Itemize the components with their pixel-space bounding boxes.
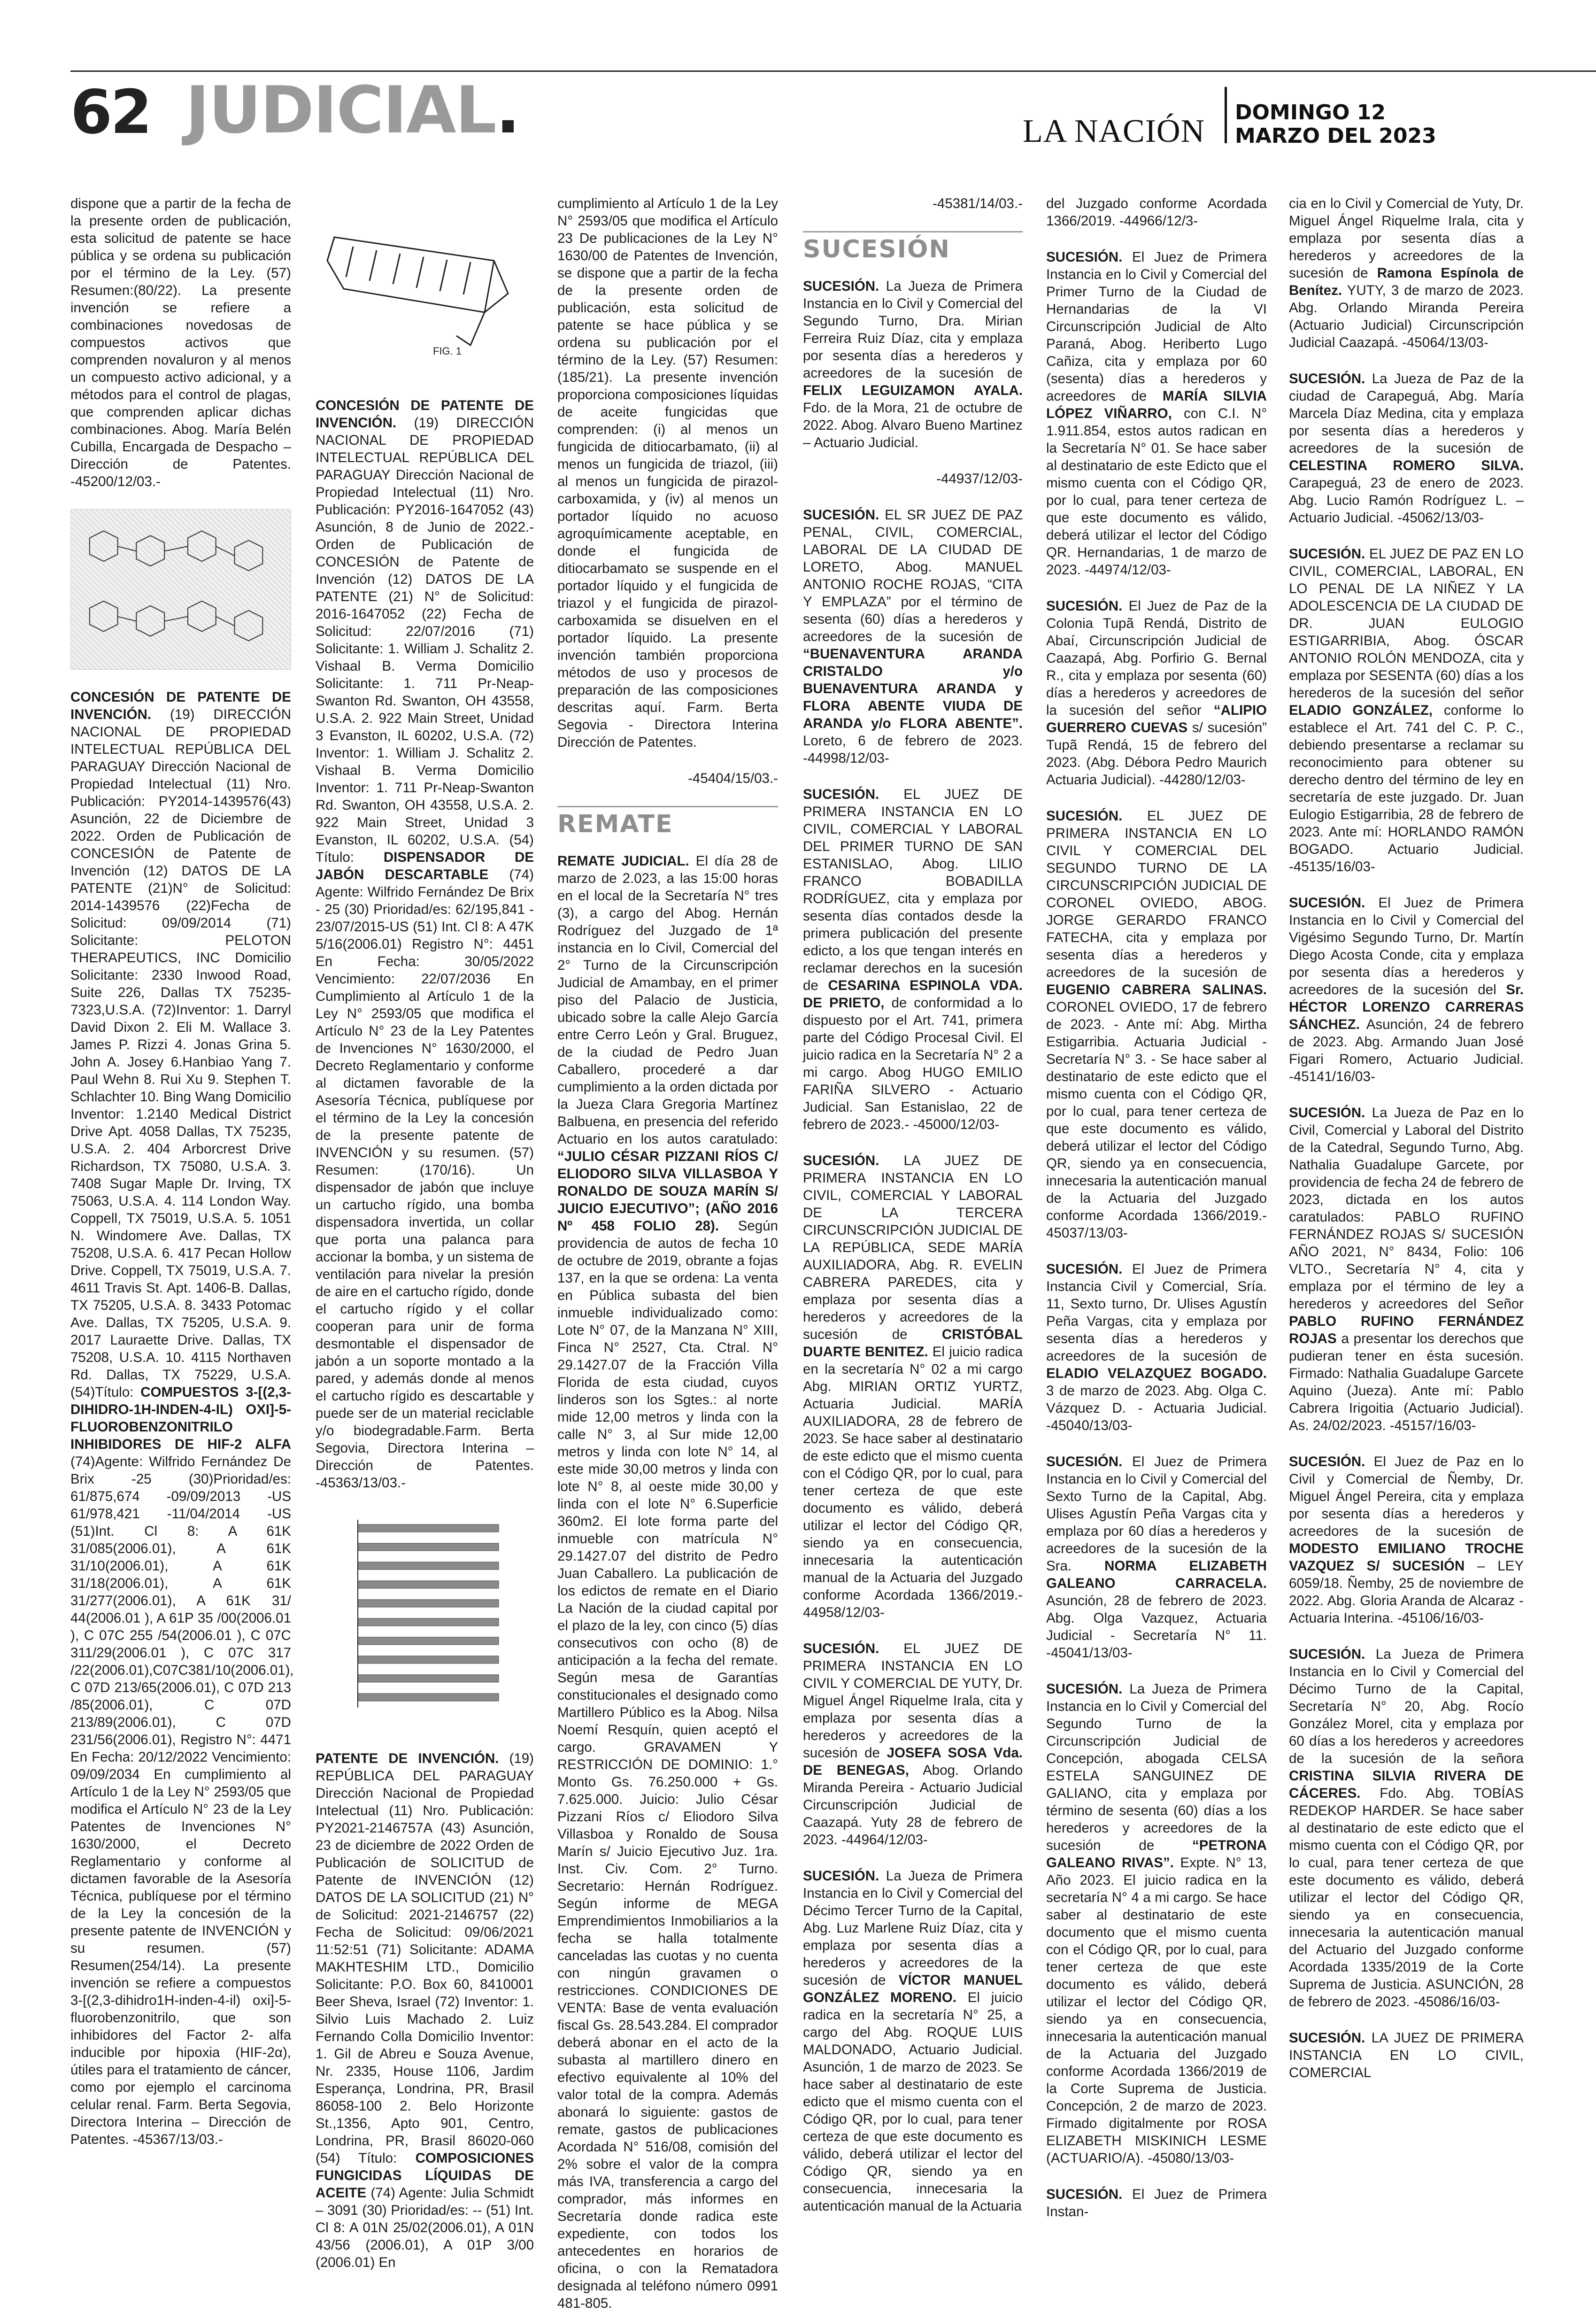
notice-heading: CONCESIÓN DE PATENTE DE INVENCIÓN. [316,398,534,431]
notice-heading: SUCESIÓN. [803,1153,879,1168]
notice-body: El Juez de Primera Instancia en lo Civil y Comercial del Sexto Turno de la Capital, Abg. Ulises Agustín Peña Vargas cita y emplaza por 60 días a herederos y acreedores de la sucesión de la Sra. [1046,1454,1267,1574]
notice-heading: SUCESIÓN. [1046,1681,1123,1697]
notice-bold: Sr. HÉCTOR LORENZO CARRERAS SÁNCHEZ. [1289,982,1524,1032]
column-3 [557,195,778,2311]
notice-body: (19) DIRECCIÓN NACIONAL DE PROPIEDAD INTELECTUAL REPÚBLICA DEL PARAGUAY Dirección Nacional de Propiedad Intelectual (11) Nro. Publicación: PY2014-1439576(43) Asunción, 22 de Diciembre de 2022. Orden de Publicación de CONCESIÓN de Patente de Invención (12) DATOS DE LA PATENTE (21)N° de Solicitud: 2014-1439576 (22)Fecha de Solicitud: 09/09/2014 (71) Solicitante: PELOTON THERAPEUTICS, INC Domicilio Solicitante: 2330 Inwood Road, Suite 226, Dallas TX 75235-7323,U.S.A. (72)Inventor: 1. Darryl David Dixon 2. Eli M. Wallace 3. James P. Rizzi 4. Jonas Grina 5. John A. Josey 6.Hanbiao Yang 7. Paul Wehn 8. Rui Xu 9. Stephen T. Schlachter 10. Bing Wang Domicilio Inventor: 1.2140 Medical District Drive Apt. 4058 Dallas, TX 75235, U.S.A. 2. 404 Arborcrest Drive Richardson, TX 75080, U.S.A. 3. 7408 Sugar Maple Dr. Irving, TX 75063, U.S.A. 4. 114 London Way. Coppell, TX 75019, U.S.A. 5. 1051 N. Windomere Ave. Dallas, TX 75208, U.S.A. 6. 417 Pecan Hollow Drive. Coppell, TX 75019, U.S.A. 7. 4611 Travis St. Apt. 1406-B. Dallas, TX 75205, U.S.A. 8. 3433 Potomac Ave. Dallas, TX 75205, U.S.A. 9. 2017 Lauraette Drive. Dallas, TX 75208, U.S.A. 10. 4115 Northaven Rd. Dallas, TX 75229, U.S.A. (54)Título: [70,707,291,1400]
soap-dispenser-figure [316,195,534,378]
notice-reference: -44937/12/03- [936,471,1023,487]
notice-heading: SUCESIÓN. [803,1868,879,1884]
notice-heading: SUCESIÓN. [1289,1105,1365,1121]
notice-body: cia en lo Civil y Comercial de Yuty, Dr. Miguel Ángel Riquelme Irala, cita y emplaza por sesenta días a herederos y acreedores de la sucesión de [1289,196,1524,281]
notice-bold: “JULIO CÉSAR PIZZANI RÍOS C/ ELIODORO SILVA VILLASBOA Y RONALDO DE SOUZA MARÍN S/ JUICIO EJECUTIVO”; (AÑO 2016 Nº 458 FOLIO 28). [557,1149,778,1234]
succession-notice [1289,195,1524,351]
notice-body: El día 28 de marzo de 2.023, a las 15:00 horas en el local de la Secretaría N° tres (3), a cargo del Abog. Hernán Rodríguez del Juzgado de 1ª instancia en lo Civil, Comercial del 2° Turno de la Circunscripción Judicial de Amambay, en el primer piso del Palacio de Justicia, ubicado sobre la calle Alejo García entre Cerro León y Gral. Bruguez, de la ciudad de Pedro Juan Caballero, procederé a dar cumplimiento a la orden dictada por la Jueza Clara Gregoria Martínez Balbuena, en presencia del referido Actuario en los autos caratulado: [557,853,778,1147]
notice-bold: JOSEFA SOSA Vda. DE BENEGAS, [803,1745,1023,1778]
notice-body-rest: CORONEL OVIEDO, 17 de febrero de 2023. - Ante mí: Abg. Mirtha Estigarribia. Actuaria Judicial - Secretaría N° 3. - Se hace saber al destinatario de este edicto que el mismo cuenta con el Código QR, por lo cual, para tener certeza de que este documento es válido, deberá utilizar el lector del Código QR, siendo ya en consecuencia, innecesaria la autenticación manual de la Actuaria del Juzgado conforme Acordada 1366/2019.- 45037/13/03- [1046,999,1267,1241]
notice-reference: -45381/14/03.- [933,196,1023,211]
succession-notice [1046,1453,1267,1662]
succession-notice [803,278,1023,451]
notice-body-rest: con C.I. N° 1.911.854, estos autos radican en la Secretaría N° 01. Se hace saber al destinatario de este Edicto que el mismo cuenta con el Código QR, por lo cual, para tener certeza de que este documento es válido, deberá utilizar el lector del Código QR. Hernandarias, 1 de marzo de 2023. -44974/12/03- [1046,406,1267,578]
category-heading-sucesion: SUCESIÓN [803,231,1023,263]
notice-body-rest: Asunción, 24 de febrero de 2023. Abg. Armando Juan José Figari Romero, Actuario Judicial. -45141/16/03- [1289,1017,1524,1084]
section-name: JUDICIAL [185,72,496,148]
notice-body-rest: El juicio radica en la secretaría N° 02 a mi cargo Abg. MIRIAN ORTIZ YURTZ, Actuaria Judicial. MARÍA AUXILIADORA, 28 de febrero de 2023. Se hace saber al destinatario de este edicto que el mismo cuenta con el Código QR, por lo cual, para tener certeza de que este documento es válido, deberá utilizar el lector del Código QR, siendo ya en consecuencia, innecesaria la autenticación manual de la Actuaria del Juzgado conforme Acordada 1366/2019.- 44958/12/03- [803,1344,1023,1620]
notice-heading: SUCESIÓN. [1046,2187,1123,2202]
notice-body-rest: Fdo. Abg. TOBÍAS REDEKOP HARDER. Se hace saber al destinatario de este edicto que el mismo cuenta con el Código QR, por lo cual, para tener certeza de que este documento es válido, deberá utilizar el lector del Código QR, siendo ya en consecuencia, innecesaria la autenticación manual del Actuario del Juzgado conforme Acordada 1335/2019 de la Corte Suprema de Justicia. ASUNCIÓN, 28 de febrero de 2023. -45086/16/03- [1289,1786,1524,2010]
patent-concession-notice [70,688,294,2148]
notice-body: El Juez de Paz de la Colonia Tupã Rendá, Distrito de Abaí, Circunscripción Judicial de Caazapá, Abg. Porfirio G. Bernal R., cita y emplaza por sesenta (60) días a herederos y acreedores de la sucesión del señor [1046,598,1267,718]
column-6 [1289,195,1524,2080]
notice-heading: PATENTE DE INVENCIÓN. [316,1751,499,1766]
notice-bold: CESARINA ESPINOLA VDA. DE PRIETO, [803,978,1023,1011]
notice-body: La Jueza de Paz de la ciudad de Carapeguá, Abg. María Marcela Díaz Medina, cita y emplaza por sesenta días a herederos y acreedores de la sucesión de [1289,371,1524,456]
notice-heading: SUCESIÓN. [803,278,879,294]
notice-body-rest: de conformidad a lo dispuesto por el Art. 741, primera parte del Código Procesal Civil. El juicio radica en la Secretaría N° 2 a mi cargo. Abog HUGO EMILIO FARIÑA SILVERO - Actuario Judicial. San Estanislao, 22 de febrero de 2023.- -45000/12/03- [803,995,1023,1132]
succession-notice [1046,807,1267,1242]
notice-bold: NORMA ELIZABETH GALEANO CARRACELA. [1046,1558,1267,1591]
notice-heading: SUCESIÓN. [1046,1454,1123,1469]
succession-notice [1046,1680,1267,2167]
issue-date-line1: DOMINGO 12 [1235,101,1386,124]
soap-dispenser-drawing [316,195,534,378]
notice-body-rest: conforme lo establece el Art. 741 del C. P. C., debiendo presentarse a reclamar su reconocimiento para obtener su derecho dentro del término de ley en secretaría de este juzgado. Dr. Juan Eulogio Estigarribia, 28 de febrero de 2023. Ante mí: HORLANDO RAMÓN BOGADO. Actuario Judicial. -45135/16/03- [1289,703,1524,874]
notice-body: El Juez de Paz en lo Civil y Comercial de Ñemby, Dr. Miguel Ángel Pereira, cita y emplaza por sesenta días a herederos y acreedores de la sucesión de [1289,1454,1524,1539]
notice-heading: SUCESIÓN. [1046,808,1123,824]
notice-body: La Jueza de Paz en lo Civil, Comercial y Laboral del Distrito de la Catedral, Segundo Turno, Abg. Nathalia Guadalupe Garcete, por providencia de fecha 24 de febrero de 2023, dictada en los autos caratulados: PABLO RUFINO FERNÁNDEZ ROJAS S/ SUCESIÓN AÑO 2021, N° 8434, Folio: 106 VLTO., Secretaría N° 4, cita y emplaza por el término de ley a herederos y acreedores del Señor [1289,1105,1524,1312]
notice-heading: SUCESIÓN. [1289,1454,1365,1469]
succession-notice [1289,1104,1524,1434]
notice-body: LA JUEZ DE PRIMERA INSTANCIA EN LO CIVIL, COMERCIAL [1289,2030,1524,2080]
notice-heading: SUCESIÓN. [803,1641,879,1656]
patent-concession-notice [316,397,534,1492]
notice-body-rest: Fdo. de la Mora, 21 de octubre de 2022. Abog. Alvaro Bueno Martinez – Actuario Judicial. [803,400,1023,450]
column-4 [803,195,1023,2214]
notice-bold: CRISTÓBAL DUARTE BENITEZ. [803,1327,1023,1360]
notice-heading: SUCESIÓN. [1046,1261,1123,1277]
top-rule [70,70,1596,72]
notice-bold: MODESTO EMILIANO TROCHE VAZQUEZ S/ SUCESIÓN [1289,1541,1524,1574]
notice-body: El Juez de Primera Instancia en lo Civil y Comercial del Primer Turno de la Ciudad de Hernandarias de la VI Circunscripción Judicial de Alto Paraná, Abog. Heriberto Lugo Cañiza, cita y emplaza por 60 (sesenta) días a herederos y acreedores de [1046,249,1267,404]
notice-body-rest: (74)Agente: Wilfrido Fernández De Brix -25 (30)Prioridad/es: 61/875,674 -09/09/2013 -US 61/978,421 -11/04/2014 -US (51)Int. Cl 8: A 61K 31/085(2006.01), A 61K 31/10(2006.01), A 61K 31/18(2006.01), A 61K 31/277(2006.01), A 61K 31/ 44(2006.01 ), A 61P 35 /00(2006.01 ), C 07C 255 /54(2006.01 ), C 07C 311/29(2006.01 ), C 07C 317 /22(2006.01),C07C381/10(2006.01), C 07D 213/65(2006.01), C 07D 213 /85(2006.01), C 07D 213/89(2006.01), C 07D 231/56(2006.01), Registro N°: 4471 En Fecha: 20/12/2022 Vencimiento: 09/09/2034 En cumplimiento al Artículo 1 de la Ley N° 2593/05 que modifica el Artículo N° 23 de la Ley Patentes de Invenciones N° 1630/2000, el Decreto Reglamentario y conforme al dictamen favorable de la Asesoría Técnica, publíquese por el término de la Ley la concesión de la presente patente de INVENCIÓN y su resumen. (57) Resumen(254/14). La presente invención se refiere a compuestos 3-[(2,3-dihidro1H-inden-4-il) oxi]-5-fluorobenzonitrilo, que son inhibidores del Factor 2- alfa inducible por hipoxia (HIF-2α), útiles para el tratamiento de cáncer, como por ejemplo el carcinoma celular renal. Farm. Berta Segovia, Directora Interina – Dirección de Patentes. -45367/13/03.- [70,1454,294,2147]
succession-notice [803,506,1023,767]
notice-bold: PABLO RUFINO FERNÁNDEZ ROJAS [1289,1314,1524,1346]
notice-heading: SUCESIÓN. [1046,598,1123,614]
notice-body: LA JUEZ DE PRIMERA INSTANCIA EN LO CIVIL, COMERCIAL Y LABORAL DE LA TERCERA CIRCUNSCRIPCIÓN JUDICIAL DE LA REPÚBLICA, SEDE MARÍA AUXILIADORA, Abg. R. EVELIN CABRERA PAREDES, cita y emplaza por sesenta días a herederos y acreedores de la sucesión de [803,1153,1023,1342]
notice-bold: COMPUESTOS 3-[(2,3-DIHIDRO-1H-INDEN-4-IL) OXI]-5-FLUOROBENZONITRILO INHIBIDORES DE HIF-2 ALFA [70,1384,291,1452]
section-dot: . [495,72,520,148]
notice-bold: DISPENSADOR DE JABÓN DESCARTABLE [316,850,534,882]
notice-reference: -45404/15/03.- [688,771,778,786]
patent-application-notice [316,1750,534,2271]
notice-heading: SUCESIÓN. [1046,249,1123,265]
notice-body: El Juez de Primera Instancia en lo Civil y Comercial del Vigésimo Segundo Turno, Dr. Martín Diego Acosta Conde, cita y emplaza por sesenta días a herederos y acreedores de la sucesión del [1289,895,1524,997]
notice-body-rest: Según providencia de autos de fecha 10 de octubre de 2019, obrante a fojas 137, en la que se ordena: La venta en Pública subasta del bien inmueble individualizado como: Lote N° 07, de la Manzana N° XIII, Finca N° 2527, Cta. Ctral. N° 29.1427.07 de la Fracción Villa Florida de esta ciudad, cuyos linderos son los Sgtes.: al norte mide 12,00 metros y linda con la calle N° 3, al Sur mide 12,00 metros y linda con lote N° 14, al este mide 30,00 metros y linda con lote N° 8, al oeste mide 30,00 y linda con el lote N° 6.Superficie 360m2. El lote forma parte del inmueble con matrícula N° 29.1427.07 del distrito de Pedro Juan Caballero. La publicación de los edictos de remate en el Diario La Nación de la ciudad capital por el plazo de la ley, con cinco (5) días consecutivos con ocho (8) de anticipación a la fecha del remate. Según mesa de Garantías constitucionales el designado como Martillero Público es la Abog. Nilsa Noemí Resquín, quien aceptó el cargo. GRAVAMEN Y RESTRICCIÓN DE DOMINIO: 1.° Monto Gs. 76.250.000 + Gs. 7.625.000. Juicio: Julio César Pizzani Ríos c/ Eliodoro Silva Villasboa y Ronaldo de Sousa Marín s/ Juicio Ejecutivo Juz. 1ra. Inst. Civ. Com. 2° Turno. Secretario: Hernán Rodríguez. Según informe de MEGA Emprendimientos Inmobiliarios a la fecha se halla totalmente canceladas las cuotas y no cuenta con ningún gravamen o restricciones. CONDICIONES DE VENTA: Base de venta evaluación fiscal Gs. 28.543.284. El comprador deberá abonar en el acto de la subasta al martillero dinero en efectivo equivalente al 10% del valor total de la compra. Además abonará lo siguiente: gastos de remate, gastos de publicaciones Acordada N° 516/08, comisión del 2% sobre el valor de la compra más IVA, transferencia a cargo del comprador, más informes en Secretaría donde radica este expediente, con todos los antecedentes en horarios de oficina, o con la Rematadora designada al teléfono número 0991 481-805. [557,1218,778,2311]
notice-text: dispone que a partir de la fecha de la presente orden de publicación, esta solicitud de patente se hace pública y se ordena su publicación por el término de la Ley. (57) Resumen:(80/22). La presente invención se refiere a combinaciones novedosas de compuestos activos que comprenden novaluron y al menos un compuesto activo adicional, y a métodos para el control de plagas, que comprenden aplicar dichas combinaciones. Abog. María Belén Cubilla, Encargada de Despacho – Dirección de Patentes. -45200/12/03.- [70,196,291,489]
patent-data-drawing [316,1510,534,1731]
page-number: 62 [70,77,151,147]
notice-body: El Juez de Primera Instancia Civil y Comercial, Sría. 11, Sexto turno, Dr. Ulises Agustín Peña Vargas, cita y emplaza por sesenta días a herederos y acreedores de la sucesión de [1046,1261,1267,1364]
notice-heading: SUCESIÓN. [803,507,879,523]
notice-heading: SUCESIÓN. [1289,546,1365,562]
masthead-separator [1225,87,1227,143]
succession-notice [803,786,1023,1133]
notice-bold: CELESTINA ROMERO SILVA. [1289,458,1524,473]
notice-heading: CONCESIÓN DE PATENTE DE INVENCIÓN. [70,689,291,722]
column-1 [70,195,294,2147]
notice-body-rest: El juicio radica en la secretaría N° 25, a cargo del Abg. ROQUE LUIS MALDONADO, Actuario Judicial. Asunción, 1 de marzo de 2023. Se hace saber al destinatario de este edicto que el mismo cuenta con el Código QR, por lo cual, para tener certeza de que este documento es válido, deberá utilizar el lector del Código QR, siendo ya en consecuencia, innecesaria la autenticación manual de la Actuaria [803,1990,1023,2214]
notice-body-rest: Abog. Orlando Miranda Pereira - Actuario Judicial Circunscripción Judicial de Caazapá. Yuty 28 de febrero de 2023. -44964/12/03- [803,1763,1023,1848]
succession-notice [1289,1646,1524,2010]
notice-body-rest: Loreto, 6 de febrero de 2023. -44998/12/03- [803,733,1023,766]
notice-body: La Jueza de Primera Instancia en lo Civil y Comercial del Décimo Tercer Turno de la Capital, Abg. Luz Marlene Ruiz Díaz, cita y emplaza por sesenta días a herederos y acreedores de la sucesión de [803,1868,1023,1988]
figure-label: FIG. 1 [433,345,462,357]
patent-data-figure [316,1510,534,1731]
notice-heading: SUCESIÓN. [1289,371,1365,387]
notice-body: (19) REPÚBLICA DEL PARAGUAY Dirección Nacional de Propiedad Intelectual (11) Nro. Publicación: PY2021-2146757A (43) Asunción, 23 de diciembre de 2022 Orden de Publicación de SOLICITUD de Patente de INVENCIÓN (12) DATOS DE LA SOLICITUD (21) N° de Solicitud: 2021-2146757 (22) Fecha de Solicitud: 09/06/2021 11:52:51 (71) Solicitante: ADAMA MAKHTESHIM LTD., Domicilio Solicitante: P.O. Box 60, 8410001 Beer Sheva, Israel (72) Inventor: 1. Silvio Luis Machado 2. Luiz Fernando Colla Domicilio Inventor: 1. Gil de Abreu e Souza Avenue, Nr. 2335, House 1106, Jardim Esperança, Londrina, PR, Brasil 86058-100 2. Belo Horizonte St.,1356, Apto 901, Centro, Londrina, PR, Brasil 86020-060 (54) Título: [316,1751,534,2166]
section-title [185,72,520,148]
notice-body-rest: s/ sucesión” Tupã Rendá, 15 de febrero del 2023. (Abg. Débora Pedro Maurich Actuaria Judicial). -44280/12/03- [1046,720,1267,788]
notice-body-rest: a presentar los derechos que pudieran tener en ésta sucesión. Firmado: Nathalia Guadalupe Garcete Aquino (Jueza). Ante mí: Pablo Cabrera Irigoitia (Actuario Judicial). As. 24/02/2023. -45157/16/03- [1289,1331,1524,1433]
column-2 [316,195,534,2270]
column-5 [1046,195,1267,2219]
succession-notice [1289,2029,1524,2081]
notice-body: EL JUEZ DE PRIMERA INSTANCIA EN LO CIVIL Y COMERCIAL DE YUTY, Dr. Miguel Ángel Riquelme Irala, cita y emplaza por sesenta días a herederos y acreedores de la sucesión de [803,1641,1023,1761]
category-heading-remate: REMATE [557,806,778,838]
notice-bold: “ALIPIO GUERRERO CUEVAS [1046,703,1267,735]
notice-bold: ELADIO GONZÁLEZ, [1289,703,1433,718]
succession-notice [1289,545,1524,875]
notice-bold: EUGENIO CABRERA SALINAS. [1046,982,1267,997]
notice-body: (19) DIRECCIÓN NACIONAL DE PROPIEDAD INTELECTUAL REPÚBLICA DEL PARAGUAY Dirección Nacional de Propiedad Intelectual (11) Nro. Publicación: PY2016-1647052 (43) Asunción, 8 de Junio de 2022.-Orden de Publicación de CONCESIÓN de Patente de Invención (12) DATOS DE LA PATENTE (21) N° de Solicitud: 2016-1647052 (22) Fecha de Solicitud: 22/07/2016 (71) Solicitante: 1. William J. Schalitz 2. Vishaal B. Verma Domicilio Solicitante: 1. 711 Pr-Neap-Swanton Rd. Swanton, OH 43558, U.S.A. 2. 922 Main Street, Unidad 3 Evanston, IL 60202, U.S.A. (72) Inventor: 1. William J. Schalitz 2. Vishaal B. Verma Domicilio Inventor: 1. 711 Pr-Neap-Swanton Rd. Swanton, OH 43558, U.S.A. 2. 922 Main Street, Unidad 3 Evanston, IL 60202, U.S.A. (54) Título: [316,415,534,865]
notice-body-rest: Expte. N° 13, Año 2023. El juicio radica en la secretaría N° 4 a mi cargo. Se hace saber al destinatario de este documento que el mismo cuenta con el Código QR, por lo cual, para tener certeza de que este documento es válido, deberá utilizar el lector del Código QR, siendo ya en consecuencia, innecesaria la autenticación manual de la Actuaria del Juzgado conforme Acordada 1366/2019 de la Corte Suprema de Justicia. Concepción, 2 de marzo de 2023. Firmado digitalmente por ROSA ELIZABETH MISKINICH LESME (ACTUARIO/A). -45080/13/03- [1046,1855,1267,2166]
notice-body-rest: (74) Agente: Wilfrido Fernández De Brix - 25 (30) Prioridad/es: 62/195,841 - 23/07/2015-US (51) Int. Cl 8: A 47K 5/16(2006.01) Registro N°: 4451 En Fecha: 30/05/2022 Vencimiento: 22/07/2036 En Cumplimiento al Artículo 1 de la Ley N° 2593/05 que modifica el Artículo N° 23 de la Ley Patentes de Invenciones N° 1630/2000, el Decreto Reglamentario y conforme al dictamen favorable de la Asesoría Técnica, publíquese por el término de la Ley la concesión de la presente patente de INVENCIÓN y su resumen. (57) Resumen: (170/16). Un dispensador de jabón que incluye un cartucho rígido, una bomba dispensadora invertida, un collar que porta una palanca para accionar la bomba, y un sistema de ventilación para nivelar la presión de aire en el cartucho rígido, donde el cartucho rígido y el collar cooperan para unir de forma desmontable el dispensador de jabón a un soporte montado a la pared, y además donde al menos el cartucho rígido es descartable y puede ser de un material reciclable y/o biodegradable.Farm. Berta Segovia, Directora Interina – Dirección de Patentes. -45363/13/03.- [316,867,534,1491]
newspaper-masthead: LA NACIÓN [1023,113,1205,149]
notice-bold: FELIX LEGUIZAMON AYALA. [803,383,1023,398]
succession-notice [1289,1453,1524,1627]
notice-body: EL SR JUEZ DE PAZ PENAL, CIVIL, COMERCIAL, LABORAL DE LA CIUDAD DE LORETO, Abog. MANUEL ANTONIO ROCHE ROJAS, “CITA Y EMPLAZA” por el término de sesenta (60) días a herederos y acreedores de la sucesión de [803,507,1023,644]
notice-body: La Jueza de Primera Instancia en lo Civil y Comercial del Décimo Turno de la Capital, Secretaría N° 20, Abg. Rocío González Morel, cita y emplaza por 60 días a los herederos y acreedores de la sucesión de la señora [1289,1647,1524,1766]
notice-heading: SUCESIÓN. [1289,2030,1365,2046]
succession-notice [1046,248,1267,579]
notice-heading: SUCESIÓN. [803,787,879,802]
notice-bold: “PETRONA GALEANO RIVAS”. [1046,1838,1267,1871]
notice-heading: SUCESIÓN. [1289,1647,1365,1662]
notice-text: del Juzgado conforme Acordada 1366/2019. -44966/12/3- [1046,196,1267,229]
notice-heading: SUCESIÓN. [1289,895,1365,911]
notice-body: cumplimiento al Artículo 1 de la Ley N° 2593/05 que modifica el Artículo 23 De publicaciones de la Ley N° 1630/00 de Patentes de Invención, se dispone que a partir de la fecha de la presente orden de publicación, esta solicitud de patente se hace pública y se ordena su publicación por el término de la Ley. (57) Resumen: (185/21). La presente invención proporciona composiciones líquidas de aceite fungicidas que comprenden: (i) al menos un fungicida de ditiocarbamato, (ii) al menos un fungicida de triazol, (iii) al menos un fungicida de pirazol-carboxamida, y (iv) al menos un portador líquido no acuoso agroquímicamente aceptable, en donde el fungicida de ditiocarbamato se suspende en el portador líquido y el fungicida de triazol y el fungicida de pirazol- carboxamida se disuelven en el portador líquido. La presente invención también proporciona métodos de uso y procesos de preparación de las composiciones descritas aquí. Farm. Berta Segovia - Directora Interina Dirección de Patentes. [557,196,778,750]
chemical-structure-drawing [71,510,291,669]
notice-bold: MARÍA SILVIA LÓPEZ VIÑARRO, [1046,388,1267,421]
auction-notice [557,852,778,2312]
succession-notice [1046,597,1267,789]
notice-text [557,195,778,751]
notice-body: La Jueza de Primera Instancia en lo Civil y Comercial del Segundo Turno, Dra. Mirian Ferreira Ruiz Díaz, cita y emplaza por sesenta días a herederos y acreedores de la sucesión de [803,278,1023,381]
notice-body: EL JUEZ DE PRIMERA INSTANCIA EN LO CIVIL, COMERCIAL Y LABORAL DEL PRIMER TURNO DE SAN ESTANISLAO, Abog. LILIO FRANCO BOBADILLA RODRÍGUEZ, cita y emplaza por sesenta días contados desde la primera publicación del presente edicto, a los que tengan interés en reclamar derechos en la sucesión de [803,787,1023,993]
notice-body-rest: (74) Agente: Julia Schmidt – 3091 (30) Prioridad/es: -- (51) Int. Cl 8: A 01N 25/02(2006.01), A 01N 43/56 (2006.01), A 01P 3/00 (2006.01) En [316,2185,534,2270]
notice-body: EL JUEZ DE PAZ EN LO CIVIL, COMERCIAL, LABORAL, EN LO PENAL DE LA NIÑEZ Y LA ADOLESCENCIA DE LA CIUDAD DE DR. JUAN EULOGIO ESTIGARRIBIA, Abog. ÓSCAR ANTONIO ROLÓN MENDOZA, cita y emplaza por SESENTA (60) días a los herederos de la sucesión del señor [1289,546,1524,701]
issue-date [1235,101,1436,148]
notice-heading: REMATE JUDICIAL. [557,853,689,869]
notice-bold: “BUENAVENTURA ARANDA CRISTALDO y/o BUENAVENTURA ARANDA y FLORA ABENTE VIUDA DE ARANDA y/o FLORA ABENTE”. [803,646,1023,731]
succession-notice [803,1640,1023,1848]
notice-body-rest: – LEY 6059/18. Ñemby, 25 de noviembre de 2022. Abg. Gloria Aranda de Alcaraz - Actuaria Interina. -45106/16/03- [1289,1558,1524,1626]
notice-body-rest: YUTY, 3 de marzo de 2023. Abg. Orlando Miranda Pereira (Actuario Judicial) Circunscripción Judicial Caazapá. -45064/13/03- [1289,283,1524,350]
succession-notice [803,1152,1023,1621]
succession-notice [1046,1260,1267,1434]
notice-body: El Juez de Primera Instan- [1046,2187,1267,2219]
notice-bold: Ramona Espínola de Benítez. [1289,265,1524,298]
notice-bold: ELADIO VELAZQUEZ BOGADO. [1046,1366,1267,1381]
chemical-structure-figure [70,509,291,670]
notice-bold: CRISTINA SILVIA RIVERA DE CÁCERES. [1289,1768,1524,1801]
notice-body: La Jueza de Primera Instancia en lo Civil y Comercial del Segundo Turno de la Circunscripción Judicial de Concepción, abogada CELSA ESTELA SANGUINEZ DE GALIANO, cita y emplaza por término de sesenta (60) días a los herederos y acreedores de la sucesión de [1046,1681,1267,1853]
notice-bold: VÍCTOR MANUEL GONZÁLEZ MORENO. [803,1972,1023,2005]
succession-notice [1046,2186,1267,2220]
issue-date-line2: MARZO DEL 2023 [1235,124,1436,148]
notice-body-rest: Asunción, 28 de febrero de 2023. Abg. Olga Vazquez, Actuaria Judicial - Secretaría N° 11. -45041/13/03- [1046,1593,1267,1661]
succession-notice [1289,894,1524,1085]
notice-body-rest: 3 de marzo de 2023. Abg. Olga C. Vázquez D. - Actuaria Judicial. -45040/13/03- [1046,1383,1267,1433]
notice-body: EL JUEZ DE PRIMERA INSTANCIA EN LO CIVIL Y COMERCIAL DEL SEGUNDO TURNO DE LA CIRCUNSCRIPCIÓN JUDICIAL DE CORONEL OVIEDO, ABOG. JORGE GERARDO FRANCO FATECHA, cita y emplaza por sesenta días a herederos y acreedores de la sucesión de [1046,808,1267,980]
notice-bold: COMPOSICIONES FUNGICIDAS LÍQUIDAS DE ACEITE [316,2150,534,2201]
notice-body-rest: Carapeguá, 23 de enero de 2023. Abg. Lucio Ramón Rodríguez L. – Actuario Judicial. -45062/13/03- [1289,475,1524,526]
succession-notice [1289,370,1524,526]
succession-notice [803,1867,1023,2215]
